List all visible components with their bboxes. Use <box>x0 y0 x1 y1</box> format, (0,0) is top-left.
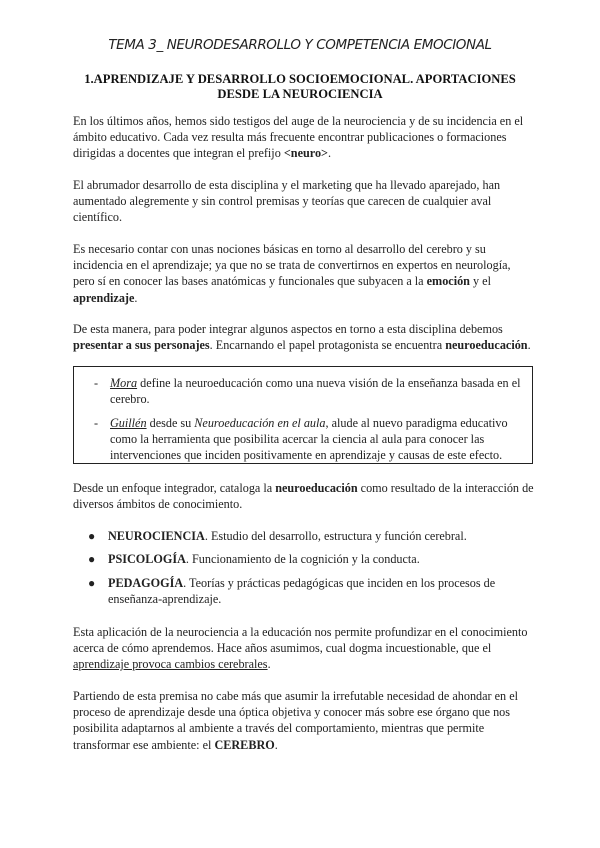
paragraph-end: . <box>267 657 271 672</box>
paragraph-end: . <box>274 737 278 752</box>
bullet-desc: . Estudio del desarrollo, estructura y función cerebral. <box>204 529 467 543</box>
paragraph-end: . <box>327 146 332 161</box>
paragraph-nociones <box>73 241 535 306</box>
bullet-desc: . Funcionamiento de la cognición y la conducta. <box>185 552 420 566</box>
bullet-desc: . Teorías y prácticas pedagógicas que inciden en los procesos de enseñanza-aprendizaje. <box>108 576 496 606</box>
underlined-phrase: aprendizaje provoca cambios cerebrales <box>73 657 268 672</box>
section-title-line-2: DESDE LA NEUROCIENCIA <box>217 87 383 101</box>
quote-pre: desde su <box>146 416 195 430</box>
paragraph-mid: . Encarnando el papel protagonista se encuentra <box>209 338 446 353</box>
paragraph-text: De esta manera, para poder integrar algunos aspectos en torno a esta disciplina debemos <box>73 322 503 336</box>
dash-marker: - <box>94 416 99 430</box>
bold-term: emoción <box>426 274 470 289</box>
paragraph-text: Esta aplicación de la neurociencia a la educación nos permite profundizar en el conocimiento acerca de cómo aprendemos. Hace años asumimos, cual dogma incuestionable, que el <box>73 625 528 656</box>
bullet-dot: ● <box>88 529 96 543</box>
definitions-box <box>73 366 533 464</box>
paragraph-text: El abrumador desarrollo de esta disciplina y el marketing que ha llevado aparejado, han aumentado alegremente y sin control premisas y teorías que carecen de cualquier aval científico. <box>73 178 501 225</box>
paragraph-end: como resultado de la interacción de diversos ámbitos de conocimiento. <box>73 481 534 512</box>
paragraph-marketing <box>73 177 535 226</box>
quote-guillen <box>94 415 524 463</box>
dash-marker: - <box>94 376 99 390</box>
bold-term: CEREBRO <box>214 737 275 752</box>
quote-text: , alude al nuevo paradigma educativo como la herramienta que posibilita acercar la ciencia al aula para conocer las intervenciones que inciden positivamente en aprendizaje y causas de este efecto. <box>110 416 508 462</box>
author-name: Mora <box>110 376 138 390</box>
section-title <box>70 72 530 102</box>
bold-term: presentar a sus personajes <box>73 338 210 353</box>
topic-header: TEMA 3_ NEURODESARROLLO Y COMPETENCIA EMOCIONAL <box>108 37 492 53</box>
bullet-dot: ● <box>88 576 96 590</box>
quote-mora <box>94 375 524 407</box>
bullet-neurociencia <box>88 528 528 544</box>
author-name: Guillén <box>110 416 147 430</box>
paragraph-end: . <box>527 338 531 353</box>
bold-term: neuroeducación <box>445 338 528 353</box>
book-title: Neuroeducación en el aula <box>194 416 326 430</box>
paragraph-cerebro <box>73 688 535 753</box>
paragraph-text: En los últimos años, hemos sido testigos del auge de la neurociencia y de su incidencia en el ámbito educativo. Cada vez resulta más frecuente encontrar publicaciones o formaciones dirigidas a docentes que integran el prefijo <box>73 114 524 161</box>
paragraph-intro <box>73 113 535 162</box>
paragraph-text: Desde un enfoque integrador, cataloga la <box>73 481 276 495</box>
paragraph-aplicacion <box>73 624 535 673</box>
bullet-term: PSICOLOGÍA <box>108 552 186 566</box>
bold-term: <neuro> <box>283 146 328 161</box>
paragraph-text: Partiendo de esta premisa no cabe más que asumir la irrefutable necesidad de ahondar en el proceso de aprendizaje desde una óptica objetiva y conocer más sobre ese órgano que nos posibilita adaptarnos al ambiente a través del comportamiento, mientras que permite transformar ese ambiente: el <box>73 689 518 752</box>
bullet-term: PEDAGOGÍA <box>108 576 184 590</box>
bullet-pedagogia <box>88 575 528 607</box>
quote-text: define la neuroeducación como una nueva visión de la enseñanza basada en el cerebro. <box>110 376 521 406</box>
bullet-term: NEUROCIENCIA <box>108 529 205 543</box>
paragraph-mid: y el <box>469 274 491 289</box>
paragraph-end: . <box>134 290 138 305</box>
bullet-dot: ● <box>88 552 96 566</box>
paragraph-personajes <box>73 321 535 353</box>
section-title-line-1: 1.APRENDIZAJE Y DESARROLLO SOCIOEMOCIONAL. APORTACIONES <box>84 72 516 86</box>
paragraph-text: Es necesario contar con unas nociones básicas en torno al desarrollo del cerebro y su incidencia en el aprendizaje; ya que no se trata de convertirnos en expertos en neurología, pero sí en conocer las bases anatómicas y funcionales que subyacen a la <box>73 242 511 289</box>
bullet-psicologia <box>88 551 528 567</box>
bold-term: neuroeducación <box>275 481 358 495</box>
paragraph-integrador <box>73 480 535 512</box>
bold-term: aprendizaje <box>73 290 135 305</box>
